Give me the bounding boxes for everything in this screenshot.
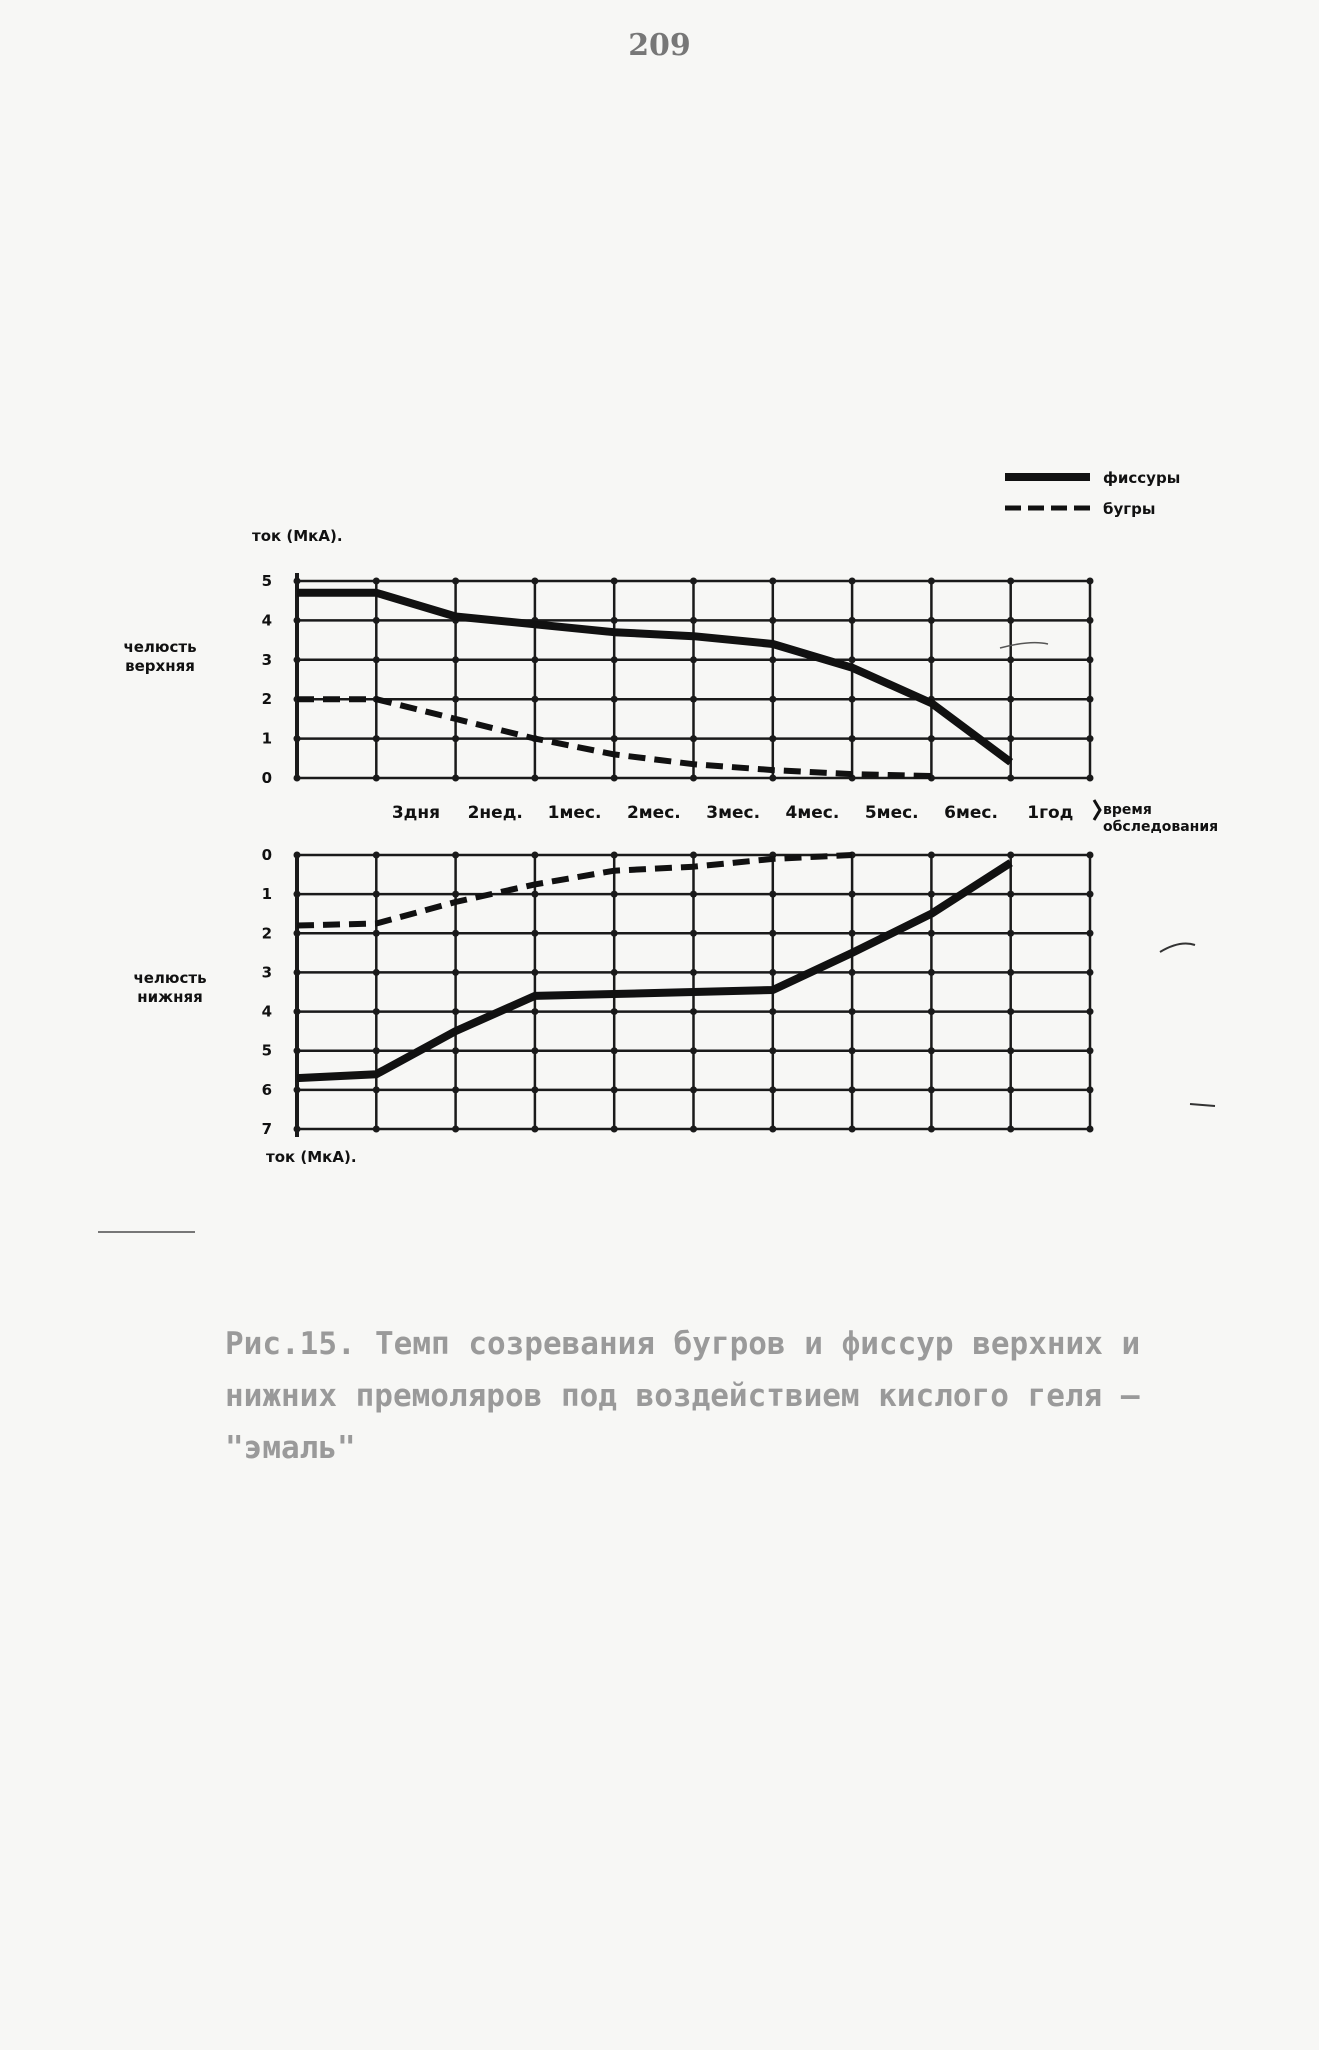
lower-grid-node bbox=[373, 891, 380, 898]
lower-grid-node bbox=[769, 1008, 776, 1015]
lower-grid-node bbox=[690, 1047, 697, 1054]
lower-grid-node bbox=[452, 1008, 459, 1015]
x-tick-label: 2мес. bbox=[626, 803, 681, 823]
upper-grid-node bbox=[769, 696, 776, 703]
lower-grid-node bbox=[452, 930, 459, 937]
lower-grid-node bbox=[611, 1126, 618, 1133]
scan-mark bbox=[1190, 1104, 1215, 1106]
x-tick-label: 4мес. bbox=[785, 803, 840, 823]
lower-grid-node bbox=[690, 969, 697, 976]
caption-label: Рис.15. bbox=[225, 1326, 356, 1362]
lower-grid-node bbox=[1007, 969, 1014, 976]
upper-grid-node bbox=[611, 578, 618, 585]
upper-series-fissury bbox=[297, 593, 1011, 762]
lower-grid-node bbox=[531, 1047, 538, 1054]
upper-grid-node bbox=[373, 578, 380, 585]
upper-grid-node bbox=[769, 578, 776, 585]
lower-grid-node bbox=[1087, 1086, 1094, 1093]
lower-grid-node bbox=[531, 891, 538, 898]
upper-grid-node bbox=[1087, 735, 1094, 742]
lower-grid-node bbox=[1087, 1008, 1094, 1015]
lower-grid-node bbox=[1007, 1008, 1014, 1015]
upper-grid-node bbox=[531, 656, 538, 663]
lower-grid-node bbox=[1087, 891, 1094, 898]
lower-grid-node bbox=[531, 852, 538, 859]
upper-grid-node bbox=[849, 696, 856, 703]
lower-grid-node bbox=[531, 969, 538, 976]
upper-grid-node bbox=[849, 656, 856, 663]
scan-mark bbox=[1160, 944, 1195, 952]
lower-grid-node bbox=[531, 1008, 538, 1015]
lower-grid-node bbox=[611, 852, 618, 859]
upper-grid-node bbox=[849, 735, 856, 742]
upper-grid-node bbox=[1087, 578, 1094, 585]
upper-grid-node bbox=[373, 775, 380, 782]
lower-grid-node bbox=[928, 930, 935, 937]
lower-grid-node bbox=[452, 969, 459, 976]
lower-grid-node bbox=[690, 852, 697, 859]
lower-grid-node bbox=[1087, 930, 1094, 937]
lower-grid-node bbox=[373, 969, 380, 976]
lower-grid-node bbox=[611, 1086, 618, 1093]
lower-grid-node bbox=[690, 1008, 697, 1015]
lower-grid-node bbox=[849, 891, 856, 898]
lower-grid-node bbox=[928, 1008, 935, 1015]
lower-grid-node bbox=[928, 969, 935, 976]
x-tick-label: 6мес. bbox=[944, 803, 998, 823]
upper-grid-node bbox=[690, 775, 697, 782]
lower-grid-node bbox=[769, 1086, 776, 1093]
upper-grid-node bbox=[531, 775, 538, 782]
lower-grid-node bbox=[690, 1126, 697, 1133]
lower-grid-node bbox=[690, 1086, 697, 1093]
lower-grid-node bbox=[611, 969, 618, 976]
lower-grid-node bbox=[1007, 852, 1014, 859]
lower-grid-node bbox=[769, 1126, 776, 1133]
upper-grid-node bbox=[849, 617, 856, 624]
lower-grid-node bbox=[1007, 930, 1014, 937]
lower-grid-node bbox=[611, 1047, 618, 1054]
upper-grid-node bbox=[1007, 735, 1014, 742]
lower-grid-node bbox=[1007, 1047, 1014, 1054]
upper-y-tick: 3 bbox=[261, 650, 272, 669]
x-axis-label: обследования bbox=[1103, 819, 1219, 835]
lower-group-label: челюсть bbox=[133, 969, 207, 987]
lower-grid-node bbox=[1087, 1126, 1094, 1133]
lower-grid-node bbox=[373, 1047, 380, 1054]
upper-grid-node bbox=[1007, 696, 1014, 703]
lower-y-tick: 1 bbox=[261, 885, 272, 904]
lower-grid-node bbox=[1007, 1126, 1014, 1133]
lower-grid-node bbox=[373, 852, 380, 859]
x-axis-bracket bbox=[1094, 800, 1100, 820]
legend-label: фиссуры bbox=[1103, 469, 1181, 487]
lower-grid-node bbox=[452, 1047, 459, 1054]
upper-grid-node bbox=[849, 578, 856, 585]
upper-grid-node bbox=[769, 735, 776, 742]
lower-grid-node bbox=[769, 969, 776, 976]
lower-grid-node bbox=[928, 1086, 935, 1093]
upper-grid-node bbox=[690, 735, 697, 742]
upper-grid-node bbox=[611, 617, 618, 624]
upper-grid-node bbox=[531, 578, 538, 585]
upper-y-tick: 2 bbox=[261, 690, 272, 709]
lower-y-tick: 6 bbox=[261, 1080, 272, 1099]
lower-grid-node bbox=[1087, 969, 1094, 976]
lower-y-tick: 3 bbox=[261, 963, 272, 982]
upper-grid-node bbox=[531, 696, 538, 703]
upper-grid-node bbox=[373, 735, 380, 742]
lower-grid-node bbox=[928, 852, 935, 859]
upper-grid-node bbox=[373, 656, 380, 663]
lower-grid-node bbox=[1007, 1086, 1014, 1093]
upper-grid-node bbox=[611, 656, 618, 663]
x-axis-label: время bbox=[1103, 802, 1152, 818]
lower-grid-node bbox=[769, 891, 776, 898]
x-tick-label: 2нед. bbox=[467, 803, 523, 823]
upper-grid-node bbox=[452, 696, 459, 703]
upper-grid-node bbox=[1087, 696, 1094, 703]
upper-grid-node bbox=[928, 656, 935, 663]
lower-grid-node bbox=[690, 891, 697, 898]
lower-grid-node bbox=[531, 1126, 538, 1133]
caption-text: Темп созревания бугров и фиссур верхних и нижних премоляров под воздействием кислого геля – "эмаль" bbox=[225, 1326, 1141, 1466]
lower-grid-node bbox=[769, 1047, 776, 1054]
lower-grid-node bbox=[373, 1008, 380, 1015]
upper-grid-node bbox=[1007, 775, 1014, 782]
lower-group-label: нижняя bbox=[137, 988, 203, 1006]
scan-mark bbox=[1000, 643, 1048, 648]
lower-grid-node bbox=[849, 1008, 856, 1015]
lower-grid-node bbox=[849, 969, 856, 976]
upper-y-label: ток (МкА). bbox=[252, 527, 343, 545]
lower-y-tick: 7 bbox=[261, 1120, 272, 1138]
lower-grid-node bbox=[452, 1126, 459, 1133]
lower-y-tick: 5 bbox=[261, 1041, 272, 1060]
page-number: 209 bbox=[628, 28, 691, 63]
lower-y-label: ток (МкА). bbox=[266, 1148, 357, 1166]
upper-grid-node bbox=[769, 656, 776, 663]
upper-grid-node bbox=[452, 656, 459, 663]
lower-grid-node bbox=[611, 930, 618, 937]
lower-grid-node bbox=[611, 1008, 618, 1015]
lower-grid-node bbox=[531, 930, 538, 937]
lower-grid-node bbox=[1007, 891, 1014, 898]
upper-grid-node bbox=[452, 578, 459, 585]
lower-grid-node bbox=[849, 1126, 856, 1133]
lower-grid-node bbox=[928, 1126, 935, 1133]
upper-grid-node bbox=[928, 578, 935, 585]
upper-grid-node bbox=[452, 775, 459, 782]
lower-grid-node bbox=[928, 891, 935, 898]
upper-grid-node bbox=[690, 696, 697, 703]
lower-grid-node bbox=[1087, 852, 1094, 859]
lower-grid-node bbox=[849, 1047, 856, 1054]
upper-y-tick: 1 bbox=[261, 729, 272, 748]
upper-grid-node bbox=[928, 735, 935, 742]
lower-grid-node bbox=[690, 930, 697, 937]
upper-grid-node bbox=[611, 696, 618, 703]
lower-y-tick: 0 bbox=[261, 846, 272, 864]
lower-grid-node bbox=[452, 852, 459, 859]
x-tick-label: 1мес. bbox=[547, 803, 602, 823]
upper-grid-node bbox=[1087, 775, 1094, 782]
lower-series-bugry bbox=[297, 855, 852, 926]
upper-y-tick: 5 bbox=[261, 572, 272, 590]
lower-grid-node bbox=[373, 930, 380, 937]
upper-grid-node bbox=[452, 735, 459, 742]
lower-y-tick: 4 bbox=[261, 1002, 272, 1021]
upper-grid-node bbox=[769, 775, 776, 782]
lower-y-tick: 2 bbox=[261, 924, 272, 943]
upper-grid-node bbox=[1007, 656, 1014, 663]
upper-y-tick: 0 bbox=[261, 769, 272, 787]
upper-group-label: верхняя bbox=[125, 657, 195, 675]
upper-grid-node bbox=[373, 617, 380, 624]
upper-y-tick: 4 bbox=[261, 611, 272, 630]
upper-grid-node bbox=[611, 775, 618, 782]
x-tick-label: 3дня bbox=[391, 803, 441, 823]
upper-group-label: челюсть bbox=[123, 638, 197, 656]
lower-grid-node bbox=[849, 930, 856, 937]
lower-grid-node bbox=[611, 891, 618, 898]
upper-grid-node bbox=[690, 656, 697, 663]
upper-grid-node bbox=[1007, 617, 1014, 624]
upper-grid-node bbox=[1007, 578, 1014, 585]
upper-grid-node bbox=[690, 617, 697, 624]
legend-label: бугры bbox=[1103, 500, 1156, 518]
upper-grid-node bbox=[769, 617, 776, 624]
lower-grid-node bbox=[452, 1086, 459, 1093]
upper-grid-node bbox=[928, 617, 935, 624]
lower-grid-node bbox=[1087, 1047, 1094, 1054]
x-tick-label: 5мес. bbox=[864, 803, 919, 823]
figure-caption bbox=[225, 1318, 1205, 1474]
upper-grid-node bbox=[690, 578, 697, 585]
upper-grid-node bbox=[1087, 656, 1094, 663]
upper-grid-node bbox=[1087, 617, 1094, 624]
x-tick-label: 1год bbox=[1027, 803, 1074, 823]
lower-grid-node bbox=[452, 891, 459, 898]
lower-grid-node bbox=[928, 1047, 935, 1054]
lower-grid-node bbox=[531, 1086, 538, 1093]
lower-grid-node bbox=[373, 1126, 380, 1133]
lower-grid-node bbox=[769, 930, 776, 937]
lower-grid-node bbox=[373, 1086, 380, 1093]
x-tick-label: 3мес. bbox=[706, 803, 761, 823]
lower-grid-node bbox=[849, 1086, 856, 1093]
upper-grid-node bbox=[611, 735, 618, 742]
